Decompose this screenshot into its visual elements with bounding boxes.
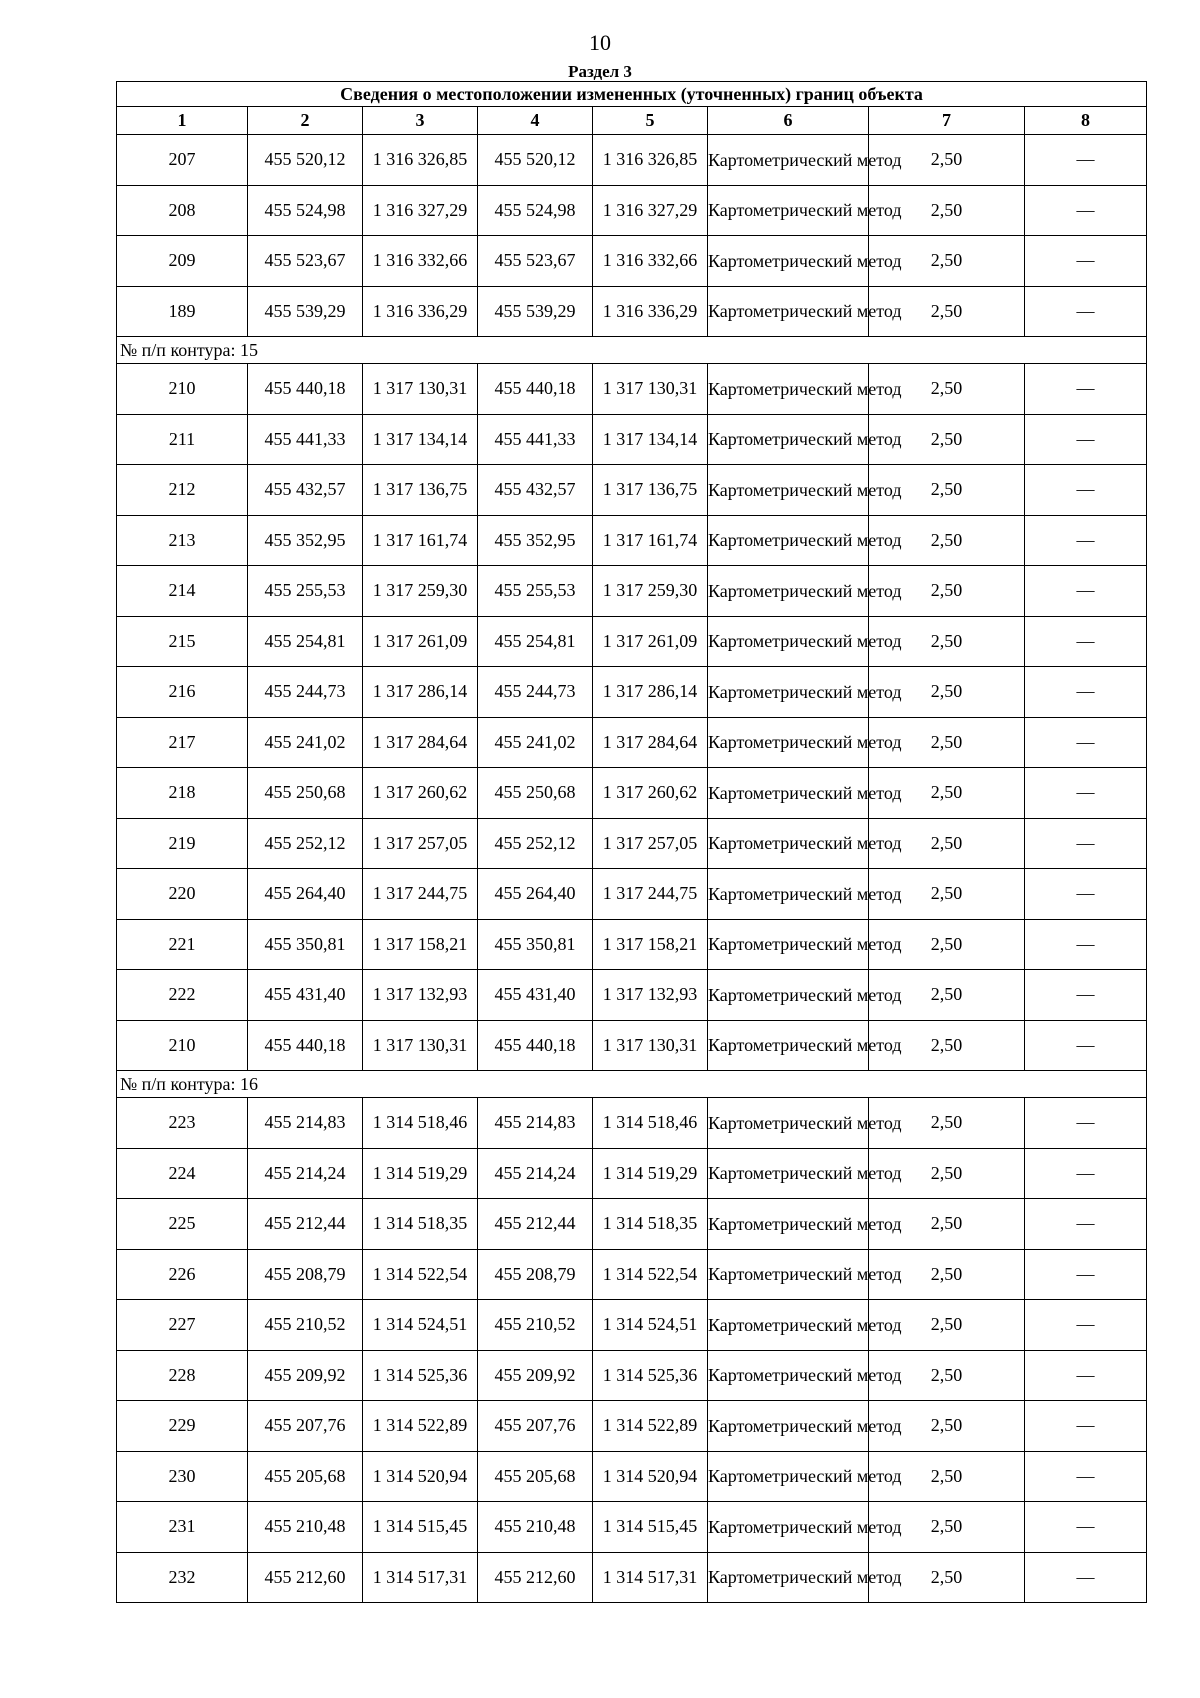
x-new-cell: 455 432,57 xyxy=(478,465,593,516)
y-existing-cell: 1 314 520,94 xyxy=(363,1451,478,1502)
y-new-cell: 1 314 517,31 xyxy=(593,1552,708,1603)
point-number-cell: 211 xyxy=(117,414,248,465)
column-number: 5 xyxy=(593,107,708,135)
description-cell: — xyxy=(1025,286,1147,337)
accuracy-cell: 2,50 xyxy=(869,465,1025,516)
point-number-cell: 210 xyxy=(117,364,248,415)
y-new-cell: 1 314 519,29 xyxy=(593,1148,708,1199)
y-existing-cell: 1 317 161,74 xyxy=(363,515,478,566)
accuracy-cell: 2,50 xyxy=(869,135,1025,186)
y-existing-cell: 1 317 130,31 xyxy=(363,364,478,415)
y-new-cell: 1 317 136,75 xyxy=(593,465,708,516)
accuracy-cell: 2,50 xyxy=(869,236,1025,287)
y-existing-cell: 1 317 134,14 xyxy=(363,414,478,465)
boundary-coordinates-table xyxy=(116,81,1147,1603)
y-new-cell: 1 314 522,54 xyxy=(593,1249,708,1300)
x-new-cell: 455 523,67 xyxy=(478,236,593,287)
point-number-cell: 232 xyxy=(117,1552,248,1603)
accuracy-cell: 2,50 xyxy=(869,515,1025,566)
table-row xyxy=(117,869,1147,920)
x-existing-cell: 455 350,81 xyxy=(248,919,363,970)
x-new-cell: 455 212,60 xyxy=(478,1552,593,1603)
table-row xyxy=(117,1020,1147,1071)
x-new-cell: 455 440,18 xyxy=(478,364,593,415)
table-row xyxy=(117,667,1147,718)
accuracy-cell: 2,50 xyxy=(869,1350,1025,1401)
method-cell: Картометрический метод xyxy=(708,1199,869,1250)
y-existing-cell: 1 314 522,89 xyxy=(363,1401,478,1452)
x-existing-cell: 455 431,40 xyxy=(248,970,363,1021)
point-number-cell: 189 xyxy=(117,286,248,337)
x-existing-cell: 455 208,79 xyxy=(248,1249,363,1300)
y-new-cell: 1 314 515,45 xyxy=(593,1502,708,1553)
x-existing-cell: 455 255,53 xyxy=(248,566,363,617)
contour-label: № п/п контура: 16 xyxy=(117,1071,1147,1098)
method-cell: Картометрический метод xyxy=(708,286,869,337)
accuracy-cell: 2,50 xyxy=(869,1020,1025,1071)
table-row xyxy=(117,1300,1147,1351)
y-new-cell: 1 317 286,14 xyxy=(593,667,708,718)
y-existing-cell: 1 317 259,30 xyxy=(363,566,478,617)
x-new-cell: 455 214,83 xyxy=(478,1098,593,1149)
y-existing-cell: 1 314 525,36 xyxy=(363,1350,478,1401)
description-cell: — xyxy=(1025,717,1147,768)
method-cell: Картометрический метод xyxy=(708,1401,869,1452)
accuracy-cell: 2,50 xyxy=(869,717,1025,768)
method-cell: Картометрический метод xyxy=(708,414,869,465)
description-cell: — xyxy=(1025,135,1147,186)
accuracy-cell: 2,50 xyxy=(869,1098,1025,1149)
table-row xyxy=(117,1552,1147,1603)
point-number-cell: 207 xyxy=(117,135,248,186)
page-number: 10 xyxy=(589,30,611,55)
x-existing-cell: 455 205,68 xyxy=(248,1451,363,1502)
table-row xyxy=(117,465,1147,516)
method-cell: Картометрический метод xyxy=(708,1502,869,1553)
accuracy-cell: 2,50 xyxy=(869,1148,1025,1199)
method-cell: Картометрический метод xyxy=(708,869,869,920)
point-number-cell: 220 xyxy=(117,869,248,920)
description-cell: — xyxy=(1025,818,1147,869)
point-number-cell: 221 xyxy=(117,919,248,970)
point-number-cell: 228 xyxy=(117,1350,248,1401)
column-number-row xyxy=(117,107,1147,135)
x-new-cell: 455 241,02 xyxy=(478,717,593,768)
description-cell: — xyxy=(1025,1300,1147,1351)
table-row xyxy=(117,1199,1147,1250)
point-number-cell: 212 xyxy=(117,465,248,516)
method-cell: Картометрический метод xyxy=(708,1249,869,1300)
y-new-cell: 1 314 518,46 xyxy=(593,1098,708,1149)
y-new-cell: 1 314 520,94 xyxy=(593,1451,708,1502)
point-number-cell: 231 xyxy=(117,1502,248,1553)
x-new-cell: 455 440,18 xyxy=(478,1020,593,1071)
method-cell: Картометрический метод xyxy=(708,1148,869,1199)
method-cell: Картометрический метод xyxy=(708,768,869,819)
column-number: 6 xyxy=(708,107,869,135)
x-new-cell: 455 208,79 xyxy=(478,1249,593,1300)
x-existing-cell: 455 440,18 xyxy=(248,364,363,415)
accuracy-cell: 2,50 xyxy=(869,185,1025,236)
table-row xyxy=(117,1249,1147,1300)
x-existing-cell: 455 352,95 xyxy=(248,515,363,566)
accuracy-cell: 2,50 xyxy=(869,1300,1025,1351)
table-row xyxy=(117,1401,1147,1452)
x-existing-cell: 455 212,60 xyxy=(248,1552,363,1603)
contour-label: № п/п контура: 15 xyxy=(117,337,1147,364)
y-new-cell: 1 317 260,62 xyxy=(593,768,708,819)
accuracy-cell: 2,50 xyxy=(869,364,1025,415)
table-row xyxy=(117,515,1147,566)
y-existing-cell: 1 316 332,66 xyxy=(363,236,478,287)
y-existing-cell: 1 316 327,29 xyxy=(363,185,478,236)
point-number-cell: 209 xyxy=(117,236,248,287)
description-cell: — xyxy=(1025,1552,1147,1603)
point-number-cell: 217 xyxy=(117,717,248,768)
y-new-cell: 1 317 130,31 xyxy=(593,364,708,415)
x-new-cell: 455 252,12 xyxy=(478,818,593,869)
x-existing-cell: 455 520,12 xyxy=(248,135,363,186)
point-number-cell: 226 xyxy=(117,1249,248,1300)
x-existing-cell: 455 250,68 xyxy=(248,768,363,819)
table-row xyxy=(117,768,1147,819)
x-new-cell: 455 207,76 xyxy=(478,1401,593,1452)
y-existing-cell: 1 314 518,35 xyxy=(363,1199,478,1250)
y-existing-cell: 1 317 286,14 xyxy=(363,667,478,718)
y-existing-cell: 1 317 261,09 xyxy=(363,616,478,667)
table-row xyxy=(117,1148,1147,1199)
y-new-cell: 1 317 161,74 xyxy=(593,515,708,566)
accuracy-cell: 2,50 xyxy=(869,414,1025,465)
point-number-cell: 210 xyxy=(117,1020,248,1071)
x-existing-cell: 455 241,02 xyxy=(248,717,363,768)
method-cell: Картометрический метод xyxy=(708,566,869,617)
point-number-cell: 219 xyxy=(117,818,248,869)
description-cell: — xyxy=(1025,566,1147,617)
table-row xyxy=(117,566,1147,617)
description-cell: — xyxy=(1025,1350,1147,1401)
description-cell: — xyxy=(1025,465,1147,516)
x-new-cell: 455 209,92 xyxy=(478,1350,593,1401)
accuracy-cell: 2,50 xyxy=(869,1199,1025,1250)
x-existing-cell: 455 524,98 xyxy=(248,185,363,236)
contour-header-row xyxy=(117,1071,1147,1098)
x-existing-cell: 455 214,83 xyxy=(248,1098,363,1149)
y-new-cell: 1 317 259,30 xyxy=(593,566,708,617)
x-existing-cell: 455 207,76 xyxy=(248,1401,363,1452)
method-cell: Картометрический метод xyxy=(708,616,869,667)
accuracy-cell: 2,50 xyxy=(869,1451,1025,1502)
accuracy-cell: 2,50 xyxy=(869,1502,1025,1553)
point-number-cell: 213 xyxy=(117,515,248,566)
x-existing-cell: 455 210,48 xyxy=(248,1502,363,1553)
x-new-cell: 455 255,53 xyxy=(478,566,593,617)
y-new-cell: 1 314 525,36 xyxy=(593,1350,708,1401)
table-row xyxy=(117,1098,1147,1149)
table-row xyxy=(117,1350,1147,1401)
point-number-cell: 230 xyxy=(117,1451,248,1502)
method-cell: Картометрический метод xyxy=(708,1552,869,1603)
y-existing-cell: 1 316 336,29 xyxy=(363,286,478,337)
y-existing-cell: 1 314 518,46 xyxy=(363,1098,478,1149)
x-existing-cell: 455 254,81 xyxy=(248,616,363,667)
y-new-cell: 1 317 284,64 xyxy=(593,717,708,768)
x-existing-cell: 455 210,52 xyxy=(248,1300,363,1351)
description-cell: — xyxy=(1025,236,1147,287)
description-cell: — xyxy=(1025,1502,1147,1553)
x-new-cell: 455 244,73 xyxy=(478,667,593,718)
point-number-cell: 208 xyxy=(117,185,248,236)
x-existing-cell: 455 539,29 xyxy=(248,286,363,337)
table-row xyxy=(117,135,1147,186)
x-existing-cell: 455 264,40 xyxy=(248,869,363,920)
table-title: Сведения о местоположении измененных (уточненных) границ объекта xyxy=(117,82,1147,107)
point-number-cell: 216 xyxy=(117,667,248,718)
x-new-cell: 455 441,33 xyxy=(478,414,593,465)
description-cell: — xyxy=(1025,1098,1147,1149)
method-cell: Картометрический метод xyxy=(708,1300,869,1351)
accuracy-cell: 2,50 xyxy=(869,919,1025,970)
y-new-cell: 1 314 522,89 xyxy=(593,1401,708,1452)
method-cell: Картометрический метод xyxy=(708,135,869,186)
column-number: 4 xyxy=(478,107,593,135)
y-existing-cell: 1 317 257,05 xyxy=(363,818,478,869)
y-existing-cell: 1 317 158,21 xyxy=(363,919,478,970)
y-new-cell: 1 317 158,21 xyxy=(593,919,708,970)
section-title: Раздел 3 xyxy=(568,62,632,81)
description-cell: — xyxy=(1025,1020,1147,1071)
table-row xyxy=(117,286,1147,337)
accuracy-cell: 2,50 xyxy=(869,286,1025,337)
x-new-cell: 455 254,81 xyxy=(478,616,593,667)
description-cell: — xyxy=(1025,1451,1147,1502)
point-number-cell: 215 xyxy=(117,616,248,667)
description-cell: — xyxy=(1025,1199,1147,1250)
method-cell: Картометрический метод xyxy=(708,717,869,768)
y-new-cell: 1 317 261,09 xyxy=(593,616,708,667)
method-cell: Картометрический метод xyxy=(708,185,869,236)
table-row xyxy=(117,364,1147,415)
column-number: 1 xyxy=(117,107,248,135)
x-existing-cell: 455 441,33 xyxy=(248,414,363,465)
y-new-cell: 1 314 524,51 xyxy=(593,1300,708,1351)
column-number: 3 xyxy=(363,107,478,135)
contour-header-row xyxy=(117,337,1147,364)
description-cell: — xyxy=(1025,1148,1147,1199)
point-number-cell: 214 xyxy=(117,566,248,617)
y-new-cell: 1 316 327,29 xyxy=(593,185,708,236)
x-existing-cell: 455 252,12 xyxy=(248,818,363,869)
method-cell: Картометрический метод xyxy=(708,1098,869,1149)
description-cell: — xyxy=(1025,414,1147,465)
y-existing-cell: 1 314 515,45 xyxy=(363,1502,478,1553)
x-new-cell: 455 352,95 xyxy=(478,515,593,566)
x-new-cell: 455 210,48 xyxy=(478,1502,593,1553)
y-existing-cell: 1 314 517,31 xyxy=(363,1552,478,1603)
y-existing-cell: 1 317 130,31 xyxy=(363,1020,478,1071)
table-row xyxy=(117,185,1147,236)
y-existing-cell: 1 317 244,75 xyxy=(363,869,478,920)
y-new-cell: 1 316 332,66 xyxy=(593,236,708,287)
point-number-cell: 224 xyxy=(117,1148,248,1199)
point-number-cell: 229 xyxy=(117,1401,248,1452)
method-cell: Картометрический метод xyxy=(708,465,869,516)
description-cell: — xyxy=(1025,185,1147,236)
y-existing-cell: 1 314 522,54 xyxy=(363,1249,478,1300)
x-existing-cell: 455 214,24 xyxy=(248,1148,363,1199)
y-new-cell: 1 317 132,93 xyxy=(593,970,708,1021)
method-cell: Картометрический метод xyxy=(708,1350,869,1401)
x-new-cell: 455 250,68 xyxy=(478,768,593,819)
method-cell: Картометрический метод xyxy=(708,236,869,287)
accuracy-cell: 2,50 xyxy=(869,566,1025,617)
accuracy-cell: 2,50 xyxy=(869,1401,1025,1452)
x-new-cell: 455 212,44 xyxy=(478,1199,593,1250)
column-number: 2 xyxy=(248,107,363,135)
description-cell: — xyxy=(1025,970,1147,1021)
accuracy-cell: 2,50 xyxy=(869,818,1025,869)
description-cell: — xyxy=(1025,616,1147,667)
x-new-cell: 455 431,40 xyxy=(478,970,593,1021)
method-cell: Картометрический метод xyxy=(708,919,869,970)
x-existing-cell: 455 244,73 xyxy=(248,667,363,718)
y-new-cell: 1 316 336,29 xyxy=(593,286,708,337)
x-new-cell: 455 264,40 xyxy=(478,869,593,920)
x-new-cell: 455 520,12 xyxy=(478,135,593,186)
table-row xyxy=(117,818,1147,869)
point-number-cell: 218 xyxy=(117,768,248,819)
accuracy-cell: 2,50 xyxy=(869,1249,1025,1300)
x-new-cell: 455 214,24 xyxy=(478,1148,593,1199)
column-number: 8 xyxy=(1025,107,1147,135)
y-new-cell: 1 314 518,35 xyxy=(593,1199,708,1250)
table-row xyxy=(117,616,1147,667)
x-new-cell: 455 539,29 xyxy=(478,286,593,337)
table-row xyxy=(117,1451,1147,1502)
point-number-cell: 222 xyxy=(117,970,248,1021)
x-new-cell: 455 210,52 xyxy=(478,1300,593,1351)
table-row xyxy=(117,919,1147,970)
y-existing-cell: 1 314 524,51 xyxy=(363,1300,478,1351)
method-cell: Картометрический метод xyxy=(708,515,869,566)
method-cell: Картометрический метод xyxy=(708,818,869,869)
description-cell: — xyxy=(1025,869,1147,920)
method-cell: Картометрический метод xyxy=(708,364,869,415)
method-cell: Картометрический метод xyxy=(708,970,869,1021)
table-row xyxy=(117,236,1147,287)
description-cell: — xyxy=(1025,364,1147,415)
y-new-cell: 1 316 326,85 xyxy=(593,135,708,186)
table-row xyxy=(117,414,1147,465)
description-cell: — xyxy=(1025,1249,1147,1300)
x-new-cell: 455 524,98 xyxy=(478,185,593,236)
x-existing-cell: 455 440,18 xyxy=(248,1020,363,1071)
column-number: 7 xyxy=(869,107,1025,135)
x-existing-cell: 455 432,57 xyxy=(248,465,363,516)
description-cell: — xyxy=(1025,919,1147,970)
accuracy-cell: 2,50 xyxy=(869,970,1025,1021)
table-row xyxy=(117,717,1147,768)
accuracy-cell: 2,50 xyxy=(869,1552,1025,1603)
y-existing-cell: 1 317 132,93 xyxy=(363,970,478,1021)
method-cell: Картометрический метод xyxy=(708,1451,869,1502)
table-row xyxy=(117,970,1147,1021)
method-cell: Картометрический метод xyxy=(708,1020,869,1071)
description-cell: — xyxy=(1025,1401,1147,1452)
accuracy-cell: 2,50 xyxy=(869,616,1025,667)
point-number-cell: 223 xyxy=(117,1098,248,1149)
y-existing-cell: 1 317 284,64 xyxy=(363,717,478,768)
y-new-cell: 1 317 257,05 xyxy=(593,818,708,869)
y-existing-cell: 1 314 519,29 xyxy=(363,1148,478,1199)
description-cell: — xyxy=(1025,515,1147,566)
method-cell: Картометрический метод xyxy=(708,667,869,718)
y-existing-cell: 1 316 326,85 xyxy=(363,135,478,186)
table-row xyxy=(117,1502,1147,1553)
y-existing-cell: 1 317 260,62 xyxy=(363,768,478,819)
x-existing-cell: 455 523,67 xyxy=(248,236,363,287)
accuracy-cell: 2,50 xyxy=(869,768,1025,819)
accuracy-cell: 2,50 xyxy=(869,869,1025,920)
accuracy-cell: 2,50 xyxy=(869,667,1025,718)
y-existing-cell: 1 317 136,75 xyxy=(363,465,478,516)
x-existing-cell: 455 209,92 xyxy=(248,1350,363,1401)
y-new-cell: 1 317 244,75 xyxy=(593,869,708,920)
description-cell: — xyxy=(1025,667,1147,718)
y-new-cell: 1 317 134,14 xyxy=(593,414,708,465)
point-number-cell: 225 xyxy=(117,1199,248,1250)
x-new-cell: 455 350,81 xyxy=(478,919,593,970)
x-existing-cell: 455 212,44 xyxy=(248,1199,363,1250)
y-new-cell: 1 317 130,31 xyxy=(593,1020,708,1071)
description-cell: — xyxy=(1025,768,1147,819)
point-number-cell: 227 xyxy=(117,1300,248,1351)
x-new-cell: 455 205,68 xyxy=(478,1451,593,1502)
